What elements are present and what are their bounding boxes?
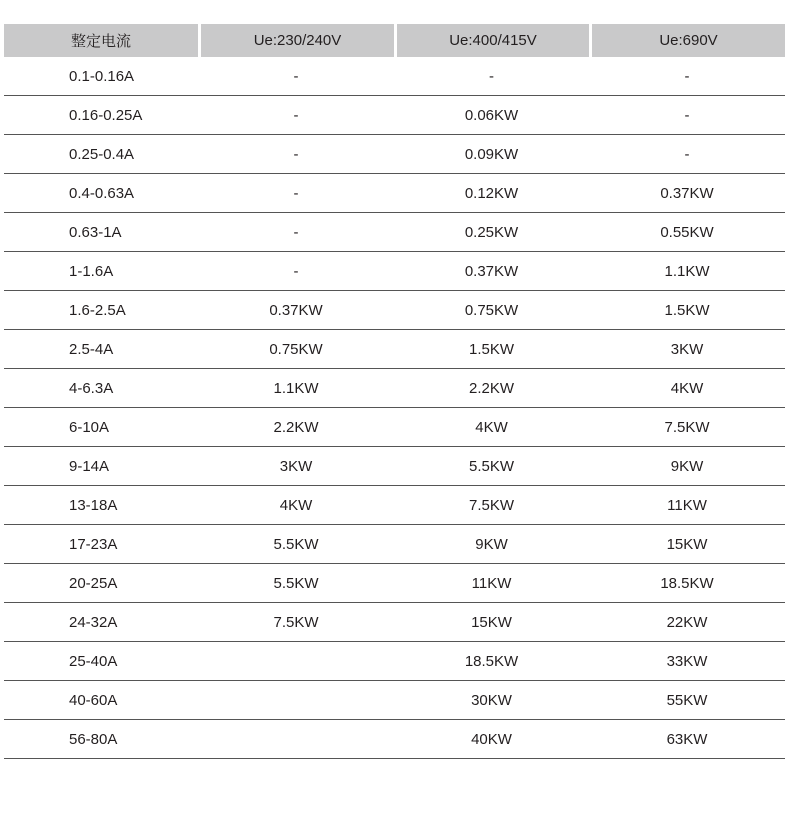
header-setting-current: 整定电流 [4, 24, 198, 57]
current-range-cell: 6-10A [69, 418, 110, 436]
table-row [4, 57, 785, 96]
power-value-cell: 0.25KW [464, 223, 519, 241]
current-range-cell: 9-14A [69, 457, 110, 475]
power-value-cell: 0.75KW [269, 340, 323, 358]
power-value-cell: 4KW [475, 418, 508, 436]
power-value-cell: - [489, 67, 494, 85]
power-value-cell: 1.5KW [468, 340, 514, 358]
power-value-cell: - [293, 223, 299, 241]
header-ue-230-240v: Ue:230/240V [201, 24, 394, 57]
header-ue-690v: Ue:690V [592, 24, 785, 57]
table-row [4, 174, 785, 213]
table-row [4, 447, 785, 486]
current-range-cell: 25-40A [69, 652, 118, 670]
current-range-cell: 13-18A [69, 496, 118, 514]
power-value-cell: - [684, 145, 690, 163]
power-rating-table [4, 24, 785, 759]
table-row [4, 369, 785, 408]
power-value-cell: 7.5KW [273, 613, 319, 631]
power-value-cell: 18.5KW [660, 574, 714, 592]
current-range-cell: 24-32A [69, 613, 118, 631]
power-value-cell: 7.5KW [468, 496, 514, 514]
table-row [4, 330, 785, 369]
table-row [4, 96, 785, 135]
power-value-cell: 40KW [471, 730, 512, 748]
table-row [4, 135, 785, 174]
power-value-cell: 5.5KW [273, 535, 319, 553]
power-value-cell: 0.55KW [660, 223, 714, 241]
power-value-cell: - [684, 67, 690, 85]
power-value-cell: 11KW [471, 574, 512, 592]
current-range-cell: 40-60A [69, 691, 118, 709]
power-value-cell: 22KW [666, 613, 708, 631]
current-range-cell: 56-80A [69, 730, 118, 748]
current-range-cell: 1.6-2.5A [69, 301, 126, 319]
power-value-cell: 1.1KW [273, 379, 319, 397]
current-range-cell: 20-25A [69, 574, 118, 592]
power-value-cell: 0.37KW [269, 301, 323, 319]
power-value-cell: 1.1KW [664, 262, 710, 280]
table-body [4, 57, 785, 759]
power-value-cell: 5.5KW [273, 574, 319, 592]
table-header [4, 24, 785, 57]
power-value-cell: 0.37KW [660, 184, 714, 202]
table-row [4, 213, 785, 252]
table-row [4, 408, 785, 447]
current-range-cell: 4-6.3A [69, 379, 114, 397]
power-value-cell: 0.37KW [464, 262, 519, 280]
power-value-cell: 30KW [471, 691, 512, 709]
power-value-cell: - [293, 106, 299, 124]
power-value-cell: 0.12KW [464, 184, 519, 202]
current-range-cell: 17-23A [69, 535, 118, 553]
power-value-cell: 3KW [670, 340, 704, 358]
power-value-cell: 4KW [670, 379, 704, 397]
power-value-cell: - [293, 262, 299, 280]
table-row [4, 681, 785, 720]
power-value-cell: 3KW [279, 457, 313, 475]
table-row [4, 525, 785, 564]
power-value-cell: 55KW [666, 691, 708, 709]
table-row [4, 564, 785, 603]
power-value-cell: - [293, 145, 299, 163]
current-range-cell: 0.63-1A [69, 223, 122, 241]
power-value-cell: - [293, 184, 299, 202]
power-value-cell: 0.75KW [464, 301, 519, 319]
power-value-cell: 33KW [666, 652, 708, 670]
table-row [4, 486, 785, 525]
power-value-cell: 9KW [670, 457, 704, 475]
current-range-cell: 2.5-4A [69, 340, 114, 358]
power-value-cell: 2.2KW [273, 418, 319, 436]
power-value-cell: 11KW [667, 496, 707, 514]
power-value-cell: 7.5KW [664, 418, 710, 436]
power-value-cell: 5.5KW [468, 457, 514, 475]
table-row [4, 642, 785, 681]
power-value-cell: 0.09KW [464, 145, 519, 163]
power-value-cell: 1.5KW [664, 301, 710, 319]
current-range-cell: 1-1.6A [69, 262, 114, 280]
current-range-cell: 0.25-0.4A [69, 145, 135, 163]
power-value-cell: 15KW [471, 613, 512, 631]
power-value-cell: - [293, 67, 299, 85]
current-range-cell: 0.1-0.16A [69, 67, 135, 85]
power-value-cell: 0.06KW [464, 106, 519, 124]
current-range-cell: 0.4-0.63A [69, 184, 135, 202]
power-value-cell: 15KW [666, 535, 708, 553]
power-value-cell: 18.5KW [464, 652, 519, 670]
table-row [4, 291, 785, 330]
power-value-cell: 63KW [666, 730, 708, 748]
table-row [4, 603, 785, 642]
table-row [4, 252, 785, 291]
header-ue-400-415v: Ue:400/415V [397, 24, 589, 57]
power-value-cell: - [684, 106, 690, 124]
current-range-cell: 0.16-0.25A [69, 106, 143, 124]
power-value-cell: 4KW [279, 496, 313, 514]
table-row [4, 720, 785, 759]
power-value-cell: 9KW [475, 535, 508, 553]
power-value-cell: 2.2KW [468, 379, 514, 397]
